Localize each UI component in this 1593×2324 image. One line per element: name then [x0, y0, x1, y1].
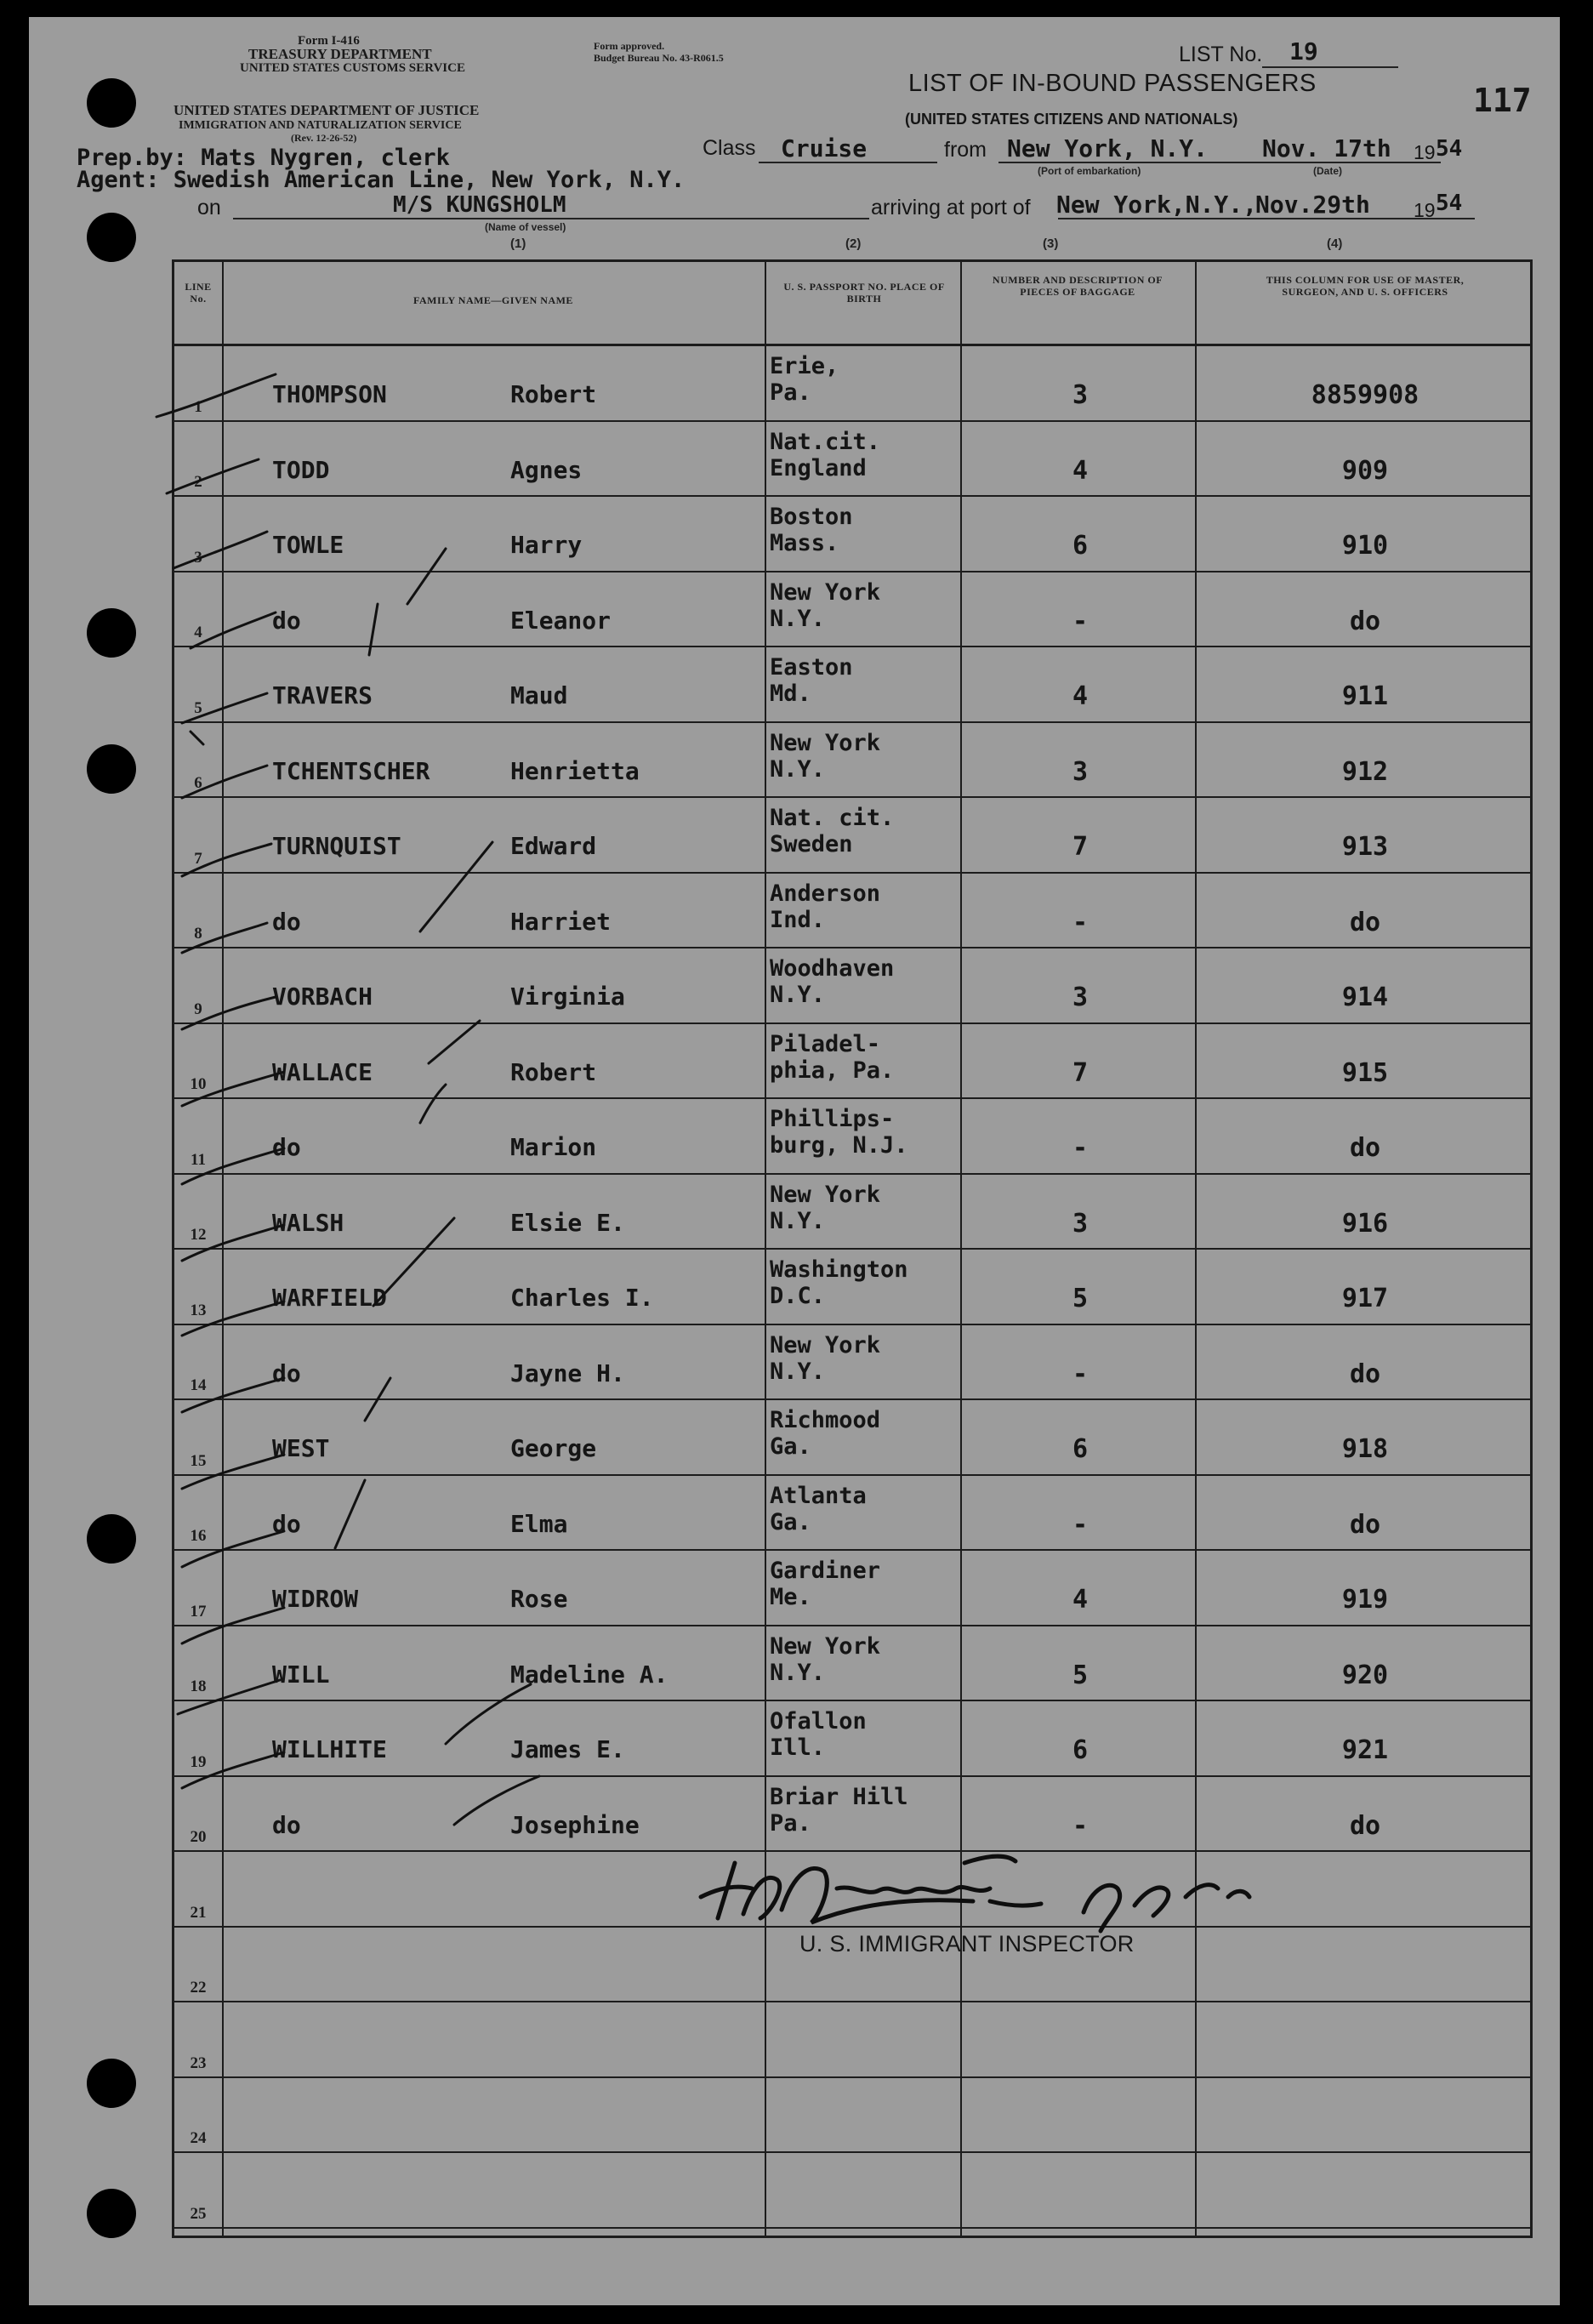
list-title: LIST OF IN-BOUND PASSENGERS: [908, 70, 1317, 97]
place-of-birth-line-2: phia, Pa.: [770, 1057, 895, 1084]
list-number: 19: [1289, 37, 1318, 66]
form-number: Form I-416: [298, 34, 360, 48]
place-of-birth-line-2: N.Y.: [770, 1659, 826, 1686]
given-name: Robert: [510, 1057, 597, 1086]
officer-number: do: [1349, 1509, 1381, 1540]
place-of-birth-line-2: Pa.: [770, 1809, 811, 1837]
family-name: do: [272, 606, 301, 635]
customs-service: UNITED STATES CUSTOMS SERVICE: [240, 61, 465, 75]
line-number: 8: [194, 925, 202, 943]
place-of-birth-line-1: Piladel-: [770, 1030, 881, 1057]
line-number: 11: [191, 1150, 206, 1169]
line-number: 24: [190, 2129, 207, 2147]
arrival-date: Nov.29th: [1255, 191, 1370, 219]
family-name: WILLHITE: [272, 1735, 387, 1763]
given-name: Harriet: [510, 907, 612, 936]
officer-number: 915: [1341, 1057, 1389, 1088]
given-name: Harry: [510, 531, 583, 559]
baggage-count: 5: [1072, 1660, 1089, 1690]
from-label: from: [944, 138, 987, 162]
given-name: Josephine: [510, 1810, 640, 1839]
given-name: Robert: [510, 380, 597, 408]
line-number: 19: [190, 1752, 207, 1771]
baggage-count: 3: [1072, 983, 1089, 1012]
line-number: 3: [194, 548, 202, 567]
given-name: Marion: [510, 1133, 597, 1161]
given-name: Agnes: [510, 455, 583, 484]
given-name: Rose: [510, 1585, 568, 1613]
family-name: WARFIELD: [272, 1284, 387, 1312]
family-name: WALSH: [272, 1208, 344, 1237]
baggage-count: -: [1072, 1509, 1089, 1540]
inspector-label: U. S. IMMIGRANT INSPECTOR: [799, 1931, 1135, 1957]
family-name: TCHENTSCHER: [272, 756, 430, 785]
baggage-count: 4: [1072, 1585, 1089, 1615]
place-of-birth-line-2: N.Y.: [770, 605, 826, 632]
given-name: Elsie E.: [510, 1208, 625, 1237]
place-of-birth-line-2: Ind.: [770, 906, 826, 933]
page-number: 117: [1473, 82, 1532, 119]
line-number: 25: [190, 2204, 207, 2223]
place-of-birth-line-1: New York: [770, 729, 881, 756]
place-of-birth-line-2: Ga.: [770, 1508, 811, 1535]
line-number: 21: [190, 1903, 207, 1922]
baggage-count: 6: [1072, 1434, 1089, 1464]
place-of-birth-line-1: Woodhaven: [770, 955, 895, 982]
place-of-birth-line-2: England: [770, 454, 867, 481]
line-number: 13: [190, 1301, 207, 1319]
header-line-no: LINE No.: [185, 281, 212, 305]
baggage-count: -: [1072, 1133, 1089, 1163]
revision-date: (Rev. 12-26-52): [291, 132, 357, 144]
place-of-birth-line-2: Ill.: [770, 1734, 826, 1761]
given-name: Madeline A.: [510, 1660, 668, 1689]
place-of-birth-line-1: New York: [770, 1331, 881, 1359]
place-of-birth-line-1: New York: [770, 578, 881, 606]
officer-number: do: [1349, 1133, 1381, 1163]
place-of-birth-line-2: D.C.: [770, 1283, 826, 1309]
vessel-name: M/S KUNGSHOLM: [393, 192, 566, 218]
officer-number: 917: [1341, 1284, 1389, 1313]
list-subtitle: (UNITED STATES CITIZENS AND NATIONALS): [905, 111, 1238, 128]
place-of-birth-line-1: Boston: [770, 504, 853, 530]
col-marker-2: (2): [845, 236, 862, 251]
header-name: FAMILY NAME—GIVEN NAME: [413, 294, 573, 306]
baggage-count: 3: [1072, 756, 1089, 787]
list-number-label: LIST No.: [1179, 43, 1263, 66]
port-embark-caption: (Port of embarkation): [1038, 165, 1141, 177]
family-name: do: [272, 907, 301, 936]
officer-number: 920: [1341, 1660, 1389, 1690]
prepared-by: Prep.by: Mats Nygren, clerk: [77, 145, 450, 171]
line-number: 12: [190, 1226, 207, 1244]
check-marks: [29, 17, 1560, 2305]
officer-number: 912: [1341, 756, 1389, 787]
place-of-birth-line-1: Nat. cit.: [770, 805, 895, 831]
given-name: James E.: [510, 1735, 625, 1763]
place-of-birth-line-1: Gardiner: [770, 1558, 881, 1584]
baggage-count: 4: [1072, 455, 1089, 486]
place-of-birth-line-2: Sweden: [770, 831, 853, 857]
place-of-birth-line-1: Anderson: [770, 880, 881, 907]
place-of-birth-line-2: N.Y.: [770, 982, 826, 1008]
passenger-list-page: [29, 17, 1560, 2305]
embark-year-prefix: 19: [1414, 141, 1436, 163]
officer-number: do: [1349, 907, 1381, 937]
family-name: do: [272, 1810, 301, 1839]
given-name: Maud: [510, 681, 568, 709]
line-number: 4: [194, 624, 202, 641]
arrival-year-prefix: 19: [1414, 199, 1436, 221]
baggage-count: 6: [1072, 531, 1089, 561]
form-approved: Form approved.: [594, 40, 665, 52]
arriving-label: arriving at port of: [871, 196, 1031, 219]
header-baggage: NUMBER AND DESCRIPTION OF PIECES OF BAGGAGE: [992, 274, 1163, 298]
baggage-count: 3: [1072, 1208, 1089, 1239]
officer-number: 911: [1341, 681, 1389, 711]
baggage-count: 7: [1072, 832, 1089, 862]
line-number: 9: [194, 1000, 202, 1018]
officer-number: 910: [1341, 531, 1389, 561]
given-name: Elma: [510, 1509, 568, 1538]
baggage-count: 6: [1072, 1735, 1089, 1765]
class-value: Cruise: [781, 134, 868, 162]
family-name: WALLACE: [272, 1057, 373, 1086]
line-number: 20: [190, 1828, 207, 1846]
given-name: Henrietta: [510, 756, 640, 785]
place-of-birth-line-2: Pa.: [770, 379, 811, 406]
embark-port: New York, N.Y.: [1007, 134, 1209, 162]
line-number: 1: [194, 397, 202, 416]
place-of-birth-line-2: Ga.: [770, 1433, 811, 1460]
justice-dept: UNITED STATES DEPARTMENT OF JUSTICE: [174, 102, 480, 118]
baggage-count: 5: [1072, 1284, 1089, 1313]
place-of-birth-line-1: Briar Hill: [770, 1783, 908, 1810]
given-name: Virginia: [510, 983, 625, 1011]
place-of-birth-line-2: N.Y.: [770, 1207, 826, 1234]
line-number: 23: [190, 2053, 207, 2072]
family-name: WILL: [272, 1660, 330, 1689]
immigration-service: IMMIGRATION AND NATURALIZATION SERVICE: [179, 119, 462, 132]
col-marker-1: (1): [510, 236, 526, 251]
family-name: WEST: [272, 1434, 330, 1462]
place-of-birth-line-1: New York: [770, 1181, 881, 1208]
arrival-port: New York,N.Y.,: [1056, 191, 1258, 219]
place-of-birth-line-1: Erie,: [770, 353, 839, 379]
family-name: TOWLE: [272, 531, 344, 559]
family-name: do: [272, 1359, 301, 1387]
place-of-birth-line-1: Atlanta: [770, 1482, 867, 1509]
officer-number: 909: [1341, 455, 1389, 486]
header-passport: U. S. PASSPORT NO. PLACE OF BIRTH: [783, 281, 945, 305]
col-marker-4: (4): [1327, 236, 1343, 251]
place-of-birth-line-2: burg, N.J.: [770, 1132, 908, 1159]
family-name: THOMPSON: [272, 380, 387, 408]
line-number: 16: [190, 1527, 207, 1545]
line-number: 6: [194, 774, 202, 792]
officer-number: 918: [1341, 1434, 1389, 1464]
place-of-birth-line-1: Nat.cit.: [770, 428, 881, 455]
officer-number: 921: [1341, 1735, 1389, 1765]
baggage-count: 4: [1072, 681, 1089, 711]
budget-bureau: Budget Bureau No. 43-R061.5: [594, 52, 724, 64]
place-of-birth-line-2: Me.: [770, 1584, 811, 1610]
line-number: 14: [190, 1376, 207, 1394]
given-name: Eleanor: [510, 606, 612, 635]
place-of-birth-line-2: N.Y.: [770, 755, 826, 783]
officer-number: 914: [1341, 983, 1389, 1012]
baggage-count: 7: [1072, 1057, 1089, 1088]
class-label: Class: [703, 136, 756, 160]
agent: Agent: Swedish American Line, New York, N.Y.: [77, 167, 686, 193]
line-number: 15: [190, 1451, 207, 1470]
treasury-dept: TREASURY DEPARTMENT: [248, 46, 432, 62]
vessel-caption: (Name of vessel): [485, 221, 566, 233]
arrival-year: 54: [1436, 191, 1463, 216]
line-number: 10: [190, 1075, 207, 1093]
family-name: VORBACH: [272, 983, 373, 1011]
place-of-birth-line-2: Md.: [770, 681, 811, 707]
family-name: do: [272, 1133, 301, 1161]
officer-number: do: [1349, 1810, 1381, 1841]
family-name: TRAVERS: [272, 681, 373, 709]
place-of-birth-line-2: Mass.: [770, 530, 839, 556]
embark-year: 54: [1436, 136, 1463, 162]
officer-number: 8859908: [1311, 380, 1419, 410]
place-of-birth-line-1: New York: [770, 1632, 881, 1660]
officer-number: do: [1349, 1359, 1381, 1389]
given-name: Charles I.: [510, 1284, 654, 1312]
given-name: George: [510, 1434, 597, 1462]
date-caption: (Date): [1313, 165, 1343, 177]
line-number: 2: [194, 473, 202, 491]
place-of-birth-line-1: Ofallon: [770, 1708, 867, 1734]
baggage-count: 3: [1072, 380, 1089, 410]
place-of-birth-line-1: Richmood: [770, 1407, 881, 1433]
line-number: 17: [190, 1602, 207, 1621]
family-name: TURNQUIST: [272, 832, 401, 860]
baggage-count: -: [1072, 1810, 1089, 1841]
officer-number: do: [1349, 606, 1381, 636]
place-of-birth-line-1: Washington: [770, 1256, 908, 1283]
place-of-birth-line-1: Easton: [770, 654, 853, 681]
header-officers: THIS COLUMN FOR USE OF MASTER, SURGEON, AND U. S. OFFICERS: [1266, 274, 1465, 298]
embark-date: Nov. 17th: [1262, 134, 1391, 162]
on-label: on: [197, 196, 221, 219]
officer-number: 913: [1341, 832, 1389, 862]
line-number: 5: [194, 698, 202, 717]
baggage-count: -: [1072, 606, 1089, 636]
place-of-birth-line-2: N.Y.: [770, 1358, 826, 1385]
family-name: TODD: [272, 455, 330, 484]
given-name: Edward: [510, 832, 597, 860]
family-name: do: [272, 1509, 301, 1538]
officer-number: 916: [1341, 1208, 1389, 1239]
place-of-birth-line-1: Phillips-: [770, 1106, 895, 1132]
line-number: 18: [190, 1677, 207, 1695]
col-marker-3: (3): [1043, 236, 1059, 251]
given-name: Jayne H.: [510, 1359, 625, 1387]
baggage-count: -: [1072, 907, 1089, 937]
officer-number: 919: [1341, 1585, 1389, 1615]
line-number: 7: [194, 849, 202, 868]
line-number: 22: [190, 1979, 207, 1996]
baggage-count: -: [1072, 1359, 1089, 1389]
family-name: WIDROW: [272, 1585, 359, 1613]
